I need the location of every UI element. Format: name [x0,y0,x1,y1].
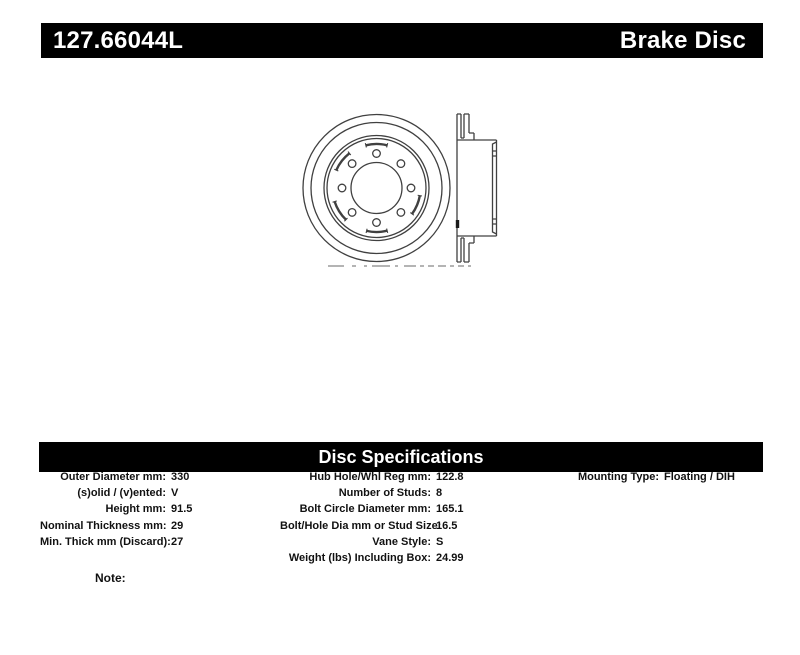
center-hole [351,163,402,214]
spec-row-height [40,503,192,519]
part-number: 127.66044L [53,26,184,54]
spec-value: 24.99 [436,551,464,564]
spec-label: Outer Diameter mm: [60,471,166,483]
spec-label: Weight (lbs) Including Box: [288,551,431,564]
spec-label: Number of Studs: [338,487,431,500]
spec-value: 27 [171,535,184,548]
spec-value: 29 [171,519,184,532]
spec-value: 91.5 [171,503,193,516]
spec-section-bar [39,442,763,472]
spec-label: Height mm: [105,503,166,516]
spec-label: Hub Hole/Whl Reg mm: [309,471,431,483]
spec-row-vane-style [280,536,464,552]
stud-holes [338,150,415,227]
rotor-face-circle [311,123,442,254]
spec-row-bolt-circle-diameter [280,503,464,519]
note-label: Note: [95,571,126,585]
spec-row-solid-vented [40,487,192,503]
hub-inner-circle [327,139,426,238]
spec-value: 16.5 [436,519,458,532]
spec-row-min-thick [40,536,192,552]
spec-label: Nominal Thickness mm: [40,519,167,532]
spec-column-middle [280,471,464,568]
spec-value: V [171,487,179,500]
spec-value: 165.1 [436,503,464,516]
spec-label: (s)olid / (v)ented: [77,487,166,500]
product-type-title: Brake Disc [619,26,746,54]
spec-value: Floating / DIH [664,471,735,483]
spec-value: S [436,535,444,548]
spec-value: 8 [436,487,443,500]
spec-label: Min. Thick mm (Discard): [40,535,171,548]
spec-section-title: Disc Specifications [318,446,484,467]
disc-side-view [456,114,497,262]
spec-row-number-of-studs [280,487,464,503]
spec-label: Bolt/Hole Dia mm or Stud Size: [280,519,442,532]
brake-disc-technical-drawing [285,100,515,272]
spec-value: 122.8 [436,471,464,483]
spec-label: Vane Style: [372,535,431,548]
spec-row-nominal-thickness [40,520,192,536]
section-mark [456,220,459,228]
spec-row-bolt-hole-dia [280,520,464,536]
spec-row-hub-hole [280,471,464,487]
spec-label: Mounting Type: [577,471,659,483]
header-bar [41,23,763,58]
spec-column-left [40,471,192,552]
spec-column-right [530,471,735,487]
spec-row-mounting-type [530,471,735,487]
spec-value: 330 [171,471,190,483]
spec-label: Bolt Circle Diameter mm: [299,503,431,516]
spec-row-weight [280,552,464,568]
disc-front-view [303,115,450,262]
spec-row-outer-diameter [40,471,192,487]
hub-outer-circle [324,136,429,241]
rotor-outer-circle [303,115,450,262]
